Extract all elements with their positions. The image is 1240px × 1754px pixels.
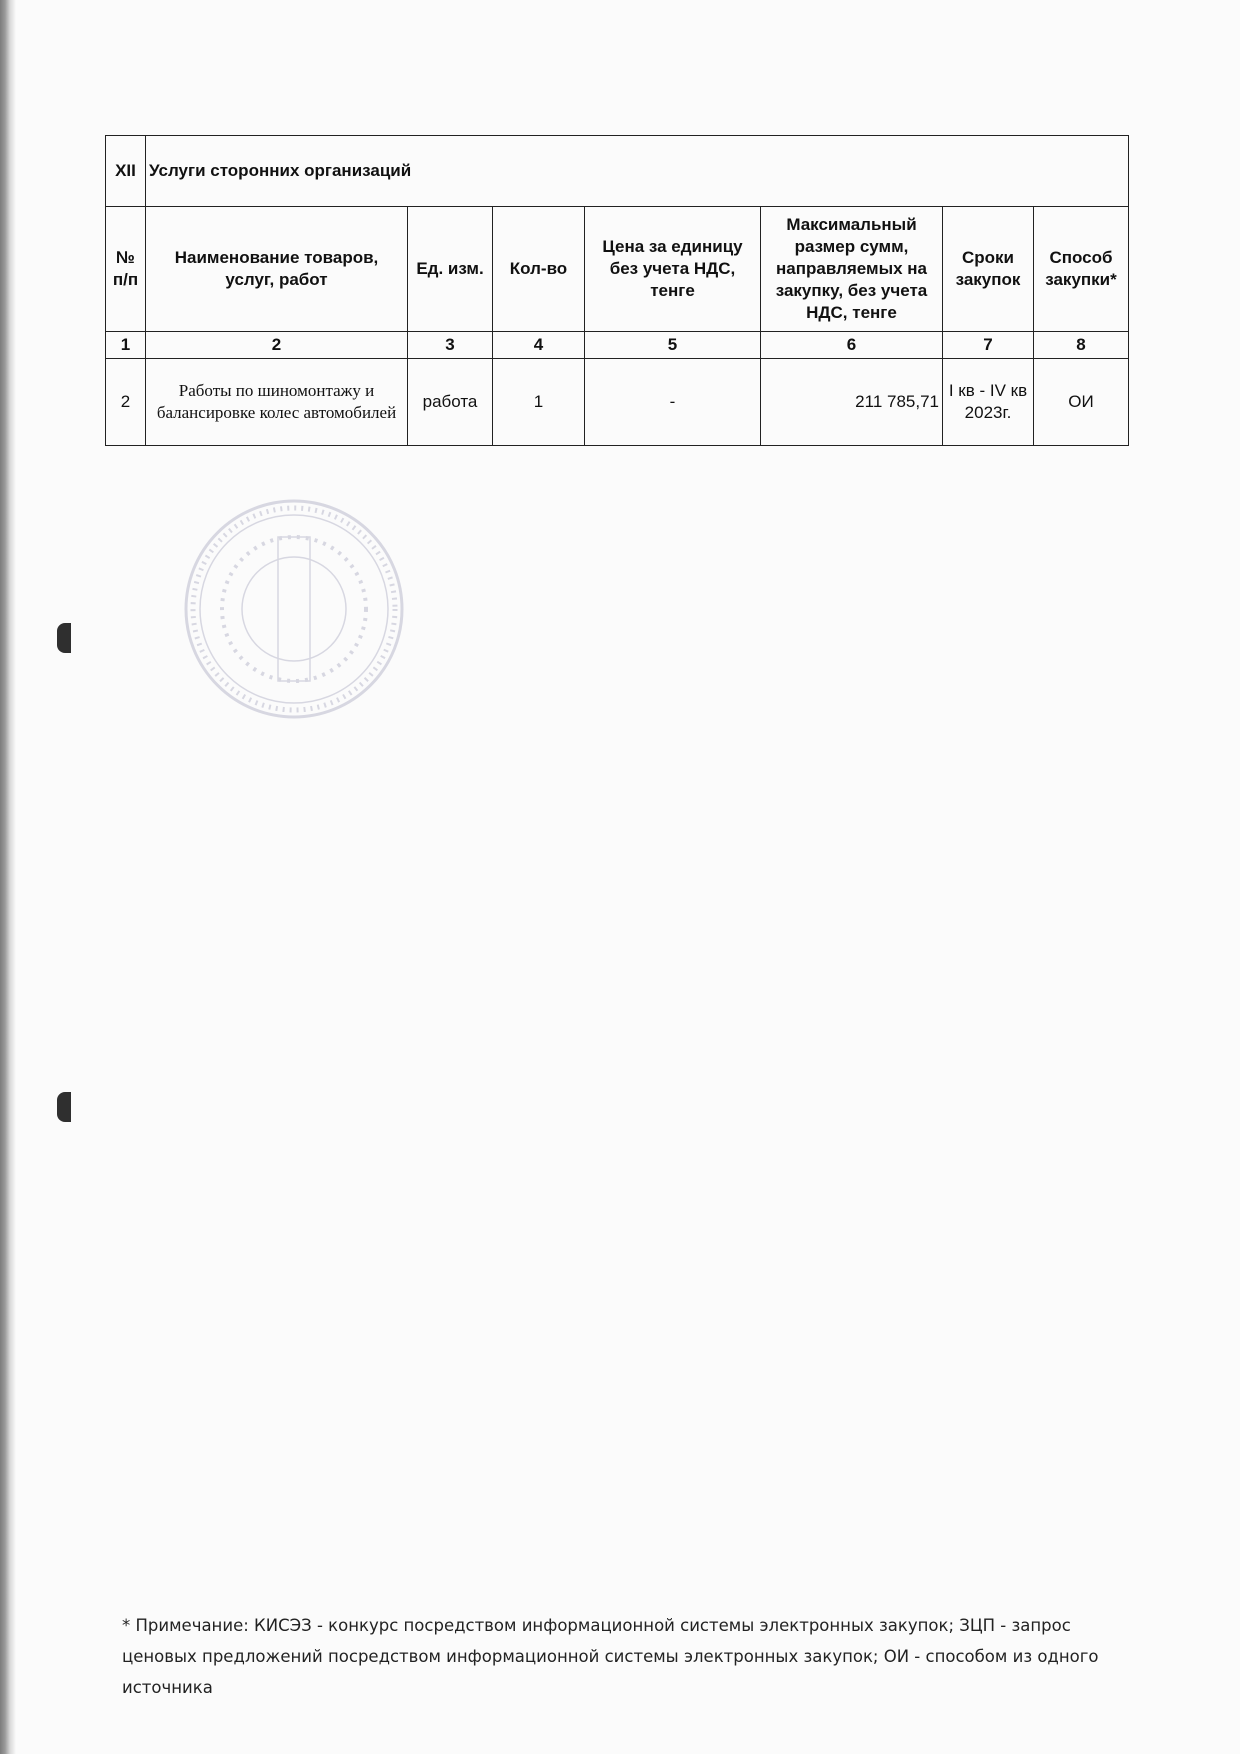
column-number: 7	[943, 332, 1034, 359]
column-number: 1	[106, 332, 146, 359]
header-num: № п/п	[106, 207, 146, 332]
footnote: * Примечание: КИСЭЗ - конкурс посредством информационной системы электронных закупок; ЗЦП - запрос ценовых предложений посредством информационной системы электронных закупок; ОИ - способом из одного источника	[122, 1616, 1099, 1697]
item-period: I кв - IV кв 2023г.	[943, 359, 1034, 446]
header-qty: Кол-во	[493, 207, 585, 332]
header-price: Цена за единицу без учета НДС, тенге	[585, 207, 761, 332]
column-number: 2	[146, 332, 408, 359]
faded-round-stamp	[182, 497, 407, 722]
table-header-row	[106, 207, 1129, 332]
section-number: XII	[106, 136, 146, 207]
column-number: 8	[1034, 332, 1129, 359]
punch-hole	[57, 1092, 71, 1122]
header-max-sum: Максимальный размер сумм, направляемых на закупку, без учета НДС, тенге	[761, 207, 943, 332]
column-number-row	[106, 332, 1129, 359]
row-number: 2	[106, 359, 146, 446]
column-number: 4	[493, 332, 585, 359]
scan-edge-shadow	[0, 0, 16, 1754]
item-max-sum: 211 785,71	[761, 359, 943, 446]
header-unit: Ед. изм.	[408, 207, 493, 332]
header-method: Способ закупки*	[1034, 207, 1129, 332]
procurement-table	[105, 135, 1129, 446]
item-quantity: 1	[493, 359, 585, 446]
column-number: 3	[408, 332, 493, 359]
header-period: Сроки закупок	[943, 207, 1034, 332]
table-row	[106, 359, 1129, 446]
item-price: -	[585, 359, 761, 446]
item-unit: работа	[408, 359, 493, 446]
item-method: ОИ	[1034, 359, 1129, 446]
column-number: 6	[761, 332, 943, 359]
header-name: Наименование товаров, услуг, работ	[146, 207, 408, 332]
section-title: Услуги сторонних организаций	[146, 136, 1129, 207]
item-name: Работы по шиномонтажу и балансировке колес автомобилей	[146, 359, 408, 446]
column-number: 5	[585, 332, 761, 359]
section-row	[106, 136, 1129, 207]
punch-hole	[57, 623, 71, 653]
